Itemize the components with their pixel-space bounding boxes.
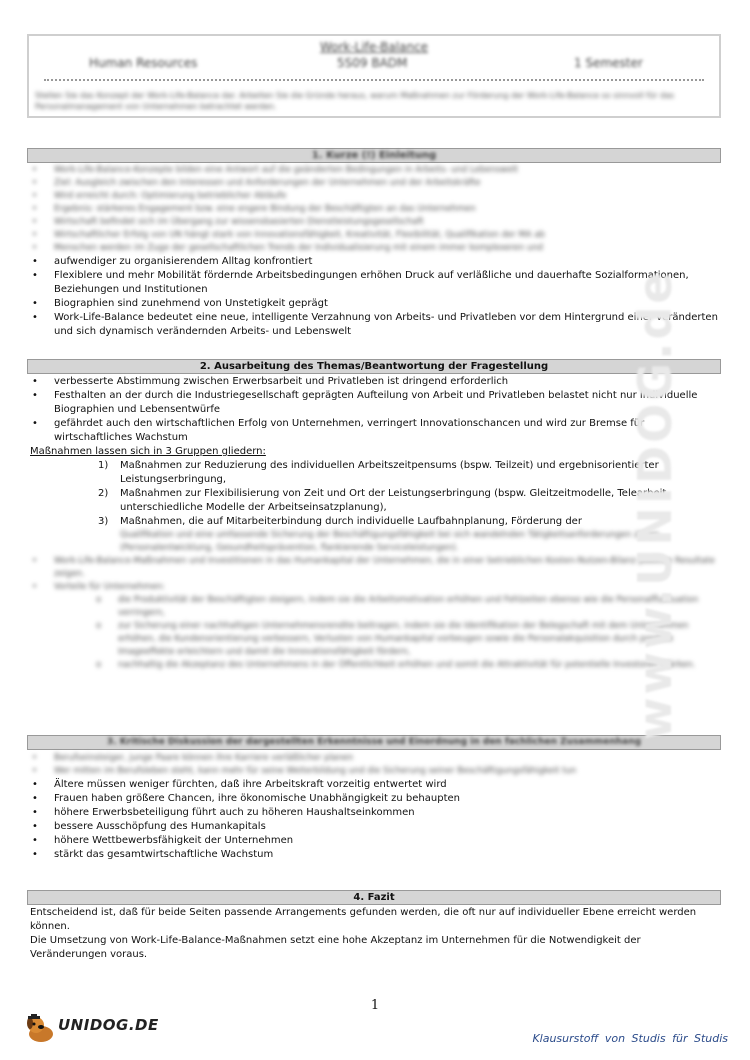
numbered-item: 3) Maßnahmen, die auf Mitarbeiterbindung durch individuelle Laufbahnplanung, Förderung der [98,516,582,527]
benefits-sublist [30,594,720,672]
conclusion-paragraph: Die Umsetzung von Work-Life-Balance-Maßnahmen setzt eine hohe Akzeptanz im Unternehmen für die Notwendigkeit der Veränderungen voraus. [30,935,641,960]
section-heading-conclusion: 4. Fazit [27,890,721,905]
section-introduction-content [30,164,720,339]
elaboration-list [30,375,720,445]
list-item: • Work-Life-Balance bedeutet eine neue, intelligente Verzahnung von Arbeits- und Privatleben vor dem Hintergrund einer veränderten und sich dynamisch verändernden Arbeits- und Lebenswelt [30,311,720,339]
dog-icon [24,1014,58,1044]
course-name: Human Resources [89,56,198,70]
unidog-logo [24,1014,159,1044]
header-box [27,34,721,118]
intro-list [30,255,720,269]
section-heading-introduction: 1. Kurze (!) Einleitung [27,148,721,163]
list-item: • höhere Wettbewerbsfähigkeit der Unternehmen [30,834,720,848]
list-item: • Flexiblere und mehr Mobilität fördernde Arbeitsbedingungen erhöhen Druck auf verläßliche und dauerhafte Sozialformationen, Beziehungen und Institutionen [30,269,720,297]
list-item: • Berufseinsteiger, junge Paare können ihre Karriere verläßlicher planen [30,752,720,765]
list-item: • Work-Life-Balance-Maßnahmen und Investitionen in das Humankapital der Unternehmen, die in einer betrieblichen Kosten-Nutzen-Bilanz positive Resultate zeigen. [30,555,720,581]
group3-continuation: Qualifikation und eine umfassende Sicherung der Beschäftigungsfähigkeit bei sich wandelnden Tätigkeitsanforderungen zielen (Personalentwicklung, Gesundheitsprävention, flankierende Serviceleistungen). [120,530,660,553]
elaboration-blurred-list [30,555,720,594]
section-elaboration-content [30,375,720,672]
footer-tagline: Klausurstoff von Studis für Studis [532,1032,728,1045]
list-item: o nachhaltig die Akzeptanz des Unternehmens in der Öffentlichkeit erhöhen und somit die Attraktivität für potentielle Investoren stärken. [96,659,720,672]
list-item: • stärkt das gesamtwirtschaftliche Wachstum [30,848,720,862]
list-item: • Ergebnis: stärkeres Engagement bzw. eine engere Bindung der Beschäftigten an das Unternehmen [30,203,720,216]
list-item: • Wer mitten im Berufsleben steht, kann mehr für seine Weiterbildung und die Sicherung seiner Beschäftigungsfähigkeit tun [30,765,720,778]
list-item: • höhere Erwerbsbeteiligung führt auch zu höheren Haushaltseinkommen [30,806,720,820]
semester: 1 Semester [574,56,643,70]
discussion-list [30,778,720,862]
document-title: Work-Life-Balance [319,40,429,54]
list-item: • Festhalten an der durch die Industriegesellschaft geprägten Aufteilung von Arbeit und Privatleben belastet nicht nur individuelle Biographien und Lebensentwürfe [30,389,720,417]
task-description: Stellen Sie das Konzept der Work-Life-Balance dar. Arbeiten Sie die Gründe heraus, warum Maßnahmen zur Förderung der Work-Life-Balance so sinnvoll für das Personalmanagement von Unternehmen betrachtet werden. [35,91,675,111]
header-divider [44,79,704,81]
list-item: • Wirtschaftlicher Erfolg von UN hängt stark von Innovationsfähigkeit, Kreativität, Flexibilität, Qualifikation der MA ab [30,229,720,242]
measures-groups [30,459,720,529]
list-item: • Work-Life-Balance-Konzepte bilden eine Antwort auf die geänderten Bedingungen in Arbeits- und Lebenswelt [30,164,720,177]
conclusion-paragraph: Entscheidend ist, daß für beide Seiten passende Arrangements gefunden werden, die oft nur auf individueller Ebene erreicht werden können. [30,907,697,932]
intro-blurred-list [30,164,720,255]
numbered-item: 2) Maßnahmen zur Flexibilisierung von Zeit und Ort der Leistungserbringung (bspw. Gleitzeitmodelle, Telearbeit, unterschiedliche Modelle der Arbeitseinsatzplanung), [98,488,670,513]
list-item: • Biographien sind zunehmend von Unstetigkeit geprägt [30,297,720,311]
numbered-item: 1) Maßnahmen zur Reduzierung des individuellen Arbeitszeitpensums (bspw. Teilzeit) und ergebnisorientierter Leistungserbringung, [98,460,659,485]
list-item: o zur Sicherung einer nachhaltigen Unternehmensrendite beitragen, indem sie die Identifikation der Belegschaft mit dem Unternehmen erhöhen, die Kundenorientierung verbessern, Verlusten von Humankapital vorbeugen sowie die Personalakquisition durch positive Imageeffekte erleichtern und damit die Innovationsfähigkeit fördern, [96,620,720,659]
list-item: • Frauen haben größere Chancen, ihre ökonomische Unabhängigkeit zu behaupten [30,792,720,806]
list-item: • Wird erreicht durch: Optimierung betrieblicher Abläufe [30,190,720,203]
list-item: • verbesserte Abstimmung zwischen Erwerbsarbeit und Privatleben ist dringend erforderlich [30,375,720,389]
section-heading-elaboration: 2. Ausarbeitung des Themas/Beantwortung der Fragestellung [27,359,721,374]
page-number: 1 [370,998,380,1013]
course-code: 5S09 BADM [337,56,408,70]
discussion-blurred-list [30,752,720,778]
list-item-continuation: • aufwendiger zu organisierendem Alltag konfrontiert [30,255,720,269]
section-heading-discussion: 3. Kritische Diskussion der dargestellten Erkenntnisse und Einordnung in den fachlichen Zusammenhang [27,735,721,750]
groups-heading: Maßnahmen lassen sich in 3 Gruppen gliedern: [30,446,266,457]
list-item: • Ziel: Ausgleich zwischen den Interessen und Anforderungen der Unternehmen und der Arbeitskräfte [30,177,720,190]
watermark: www.UNIDOG.de [628,269,682,740]
list-item: o die Produktivität der Beschäftigten steigern, indem sie die Arbeitsmotivation erhöhen und Fehlzeiten ebenso wie die Personalfluktuation verringern, [96,594,720,620]
intro-list-visible [30,269,720,339]
list-item: • Vorteile für Unternehmen: [30,581,720,594]
list-item: • bessere Ausschöpfung des Humankapitals [30,820,720,834]
section-discussion-content [30,752,720,862]
list-item: • gefährdet auch den wirtschaftlichen Erfolg von Unternehmen, verringert Innovationschancen und wird zur Bremse für wirtschaftliches Wachstum [30,417,720,445]
logo-text: UNIDOG.DE [58,1016,159,1034]
list-item: • Ältere müssen weniger fürchten, daß ihre Arbeitskraft vorzeitig entwertet wird [30,778,720,792]
list-item: • Menschen werden im Zuge der gesellschaftlichen Trends der Individualisierung mit einem immer komplexeren und [30,242,720,255]
list-item: • Wirtschaft befindet sich im Übergang zur wissensbasierten Dienstleistungsgesellschaft [30,216,720,229]
section-conclusion-content [30,906,720,962]
